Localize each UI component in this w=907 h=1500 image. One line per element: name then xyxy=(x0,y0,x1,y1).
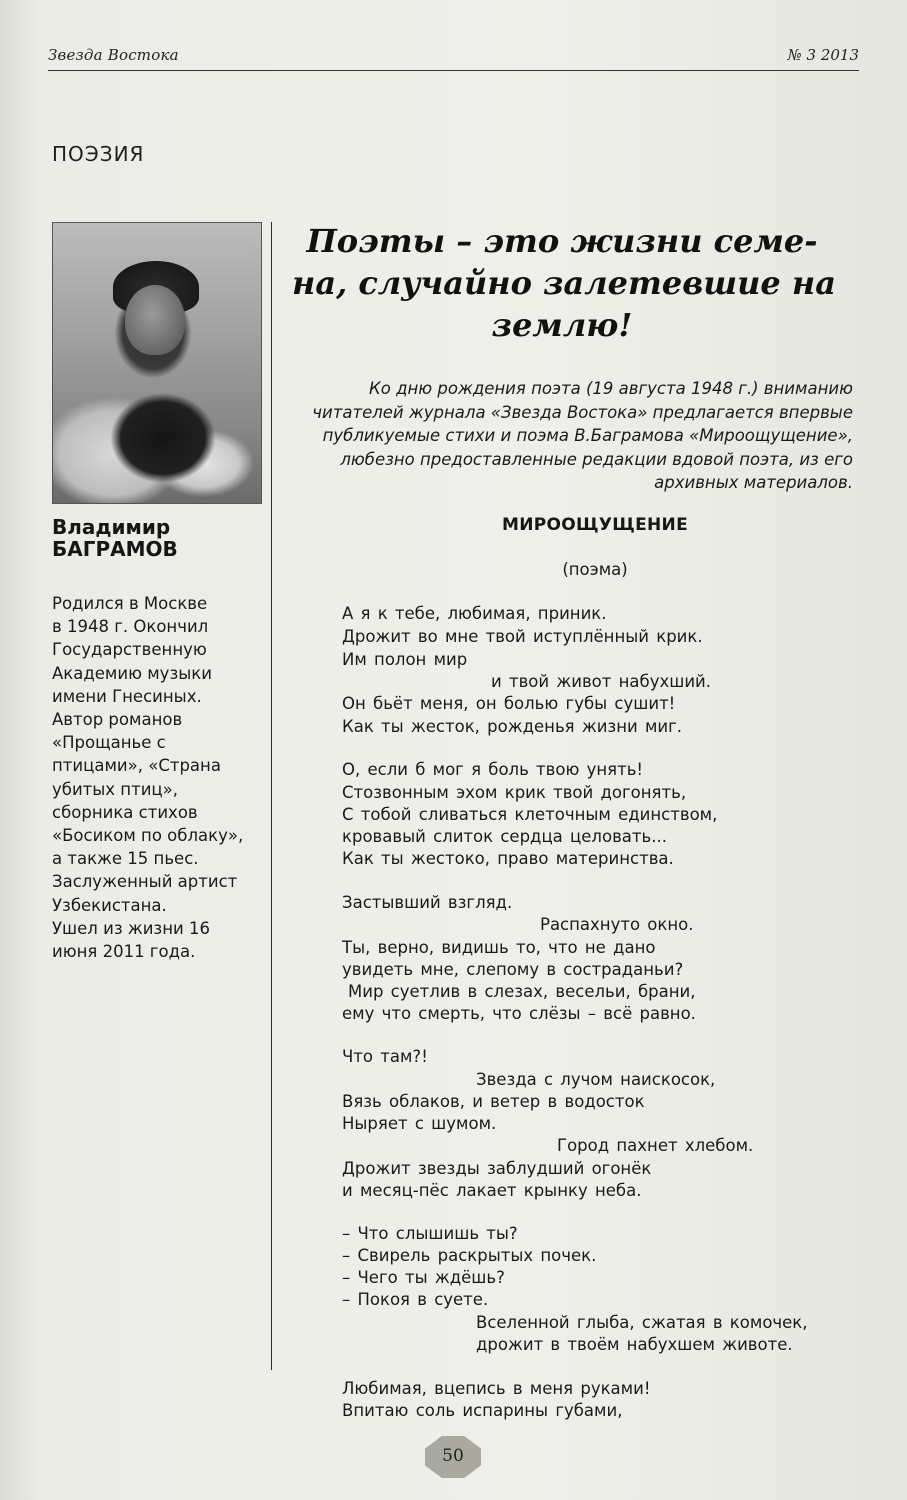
poem-line: Любимая, вцепись в меня руками! xyxy=(342,1379,651,1398)
bio-line: Академию музыки xyxy=(52,663,212,683)
bio-line: в 1948 г. Окончил xyxy=(52,617,209,637)
poem-line: кровавый слиток сердца целовать... xyxy=(342,827,667,846)
poem-line: – Чего ты ждёшь? xyxy=(342,1268,505,1287)
intro-line: архивных материалов. xyxy=(654,473,853,493)
bio-line: птицами», «Страна xyxy=(52,756,221,776)
bio-line: Узбекистана. xyxy=(52,895,167,915)
epigraph-line: Поэты – это жизни семе- xyxy=(306,222,818,260)
page-number: 50 xyxy=(442,1446,464,1466)
poem-line: Им полон мир xyxy=(342,650,468,669)
poem-line: Дрожит во мне твой иступлённый крик. xyxy=(342,627,703,646)
author-portrait-photo xyxy=(52,222,262,504)
poem-line: увидеть мне, слепому в состраданьи? xyxy=(342,960,684,979)
intro-line: публикуемые стихи и поэма В.Баграмова «Мироощущение», xyxy=(322,426,853,446)
poem-line: Застывший взгляд. xyxy=(342,893,513,912)
poem-line: Вязь облаков, и ветер в водосток xyxy=(342,1092,645,1111)
journal-title: Звезда Востока xyxy=(48,46,179,64)
poem-line: Впитаю соль испарины губами, xyxy=(342,1401,623,1420)
author-bio xyxy=(52,592,277,963)
author-first-name: Владимир xyxy=(52,515,171,539)
bio-line: Заслуженный артист xyxy=(52,872,238,892)
poem-line: Ныряет с шумом. xyxy=(342,1114,497,1133)
bio-line: «Босиком по облаку», xyxy=(52,826,244,846)
poem-title: МИРООЩУЩЕНИЕ xyxy=(502,515,688,535)
page-number-badge xyxy=(425,1436,481,1478)
poem-line: и месяц-пёс лакает крынку неба. xyxy=(342,1181,642,1200)
intro-line: Ко дню рождения поэта (19 августа 1948 г.) вниманию xyxy=(369,379,853,398)
bio-line: Государственную xyxy=(52,640,207,660)
bio-line: имени Гнесиных. xyxy=(52,686,202,706)
poem-line: дрожит в твоём набухшем животе. xyxy=(476,1335,793,1354)
poem-line: А я к тебе, любимая, приник. xyxy=(342,604,607,623)
poem-line: Как ты жесток, рожденья жизни миг. xyxy=(342,717,683,736)
poem-line: Что там?! xyxy=(342,1047,428,1066)
bio-line: Родился в Москве xyxy=(52,594,208,613)
poem-line: Как ты жестоко, право материнства. xyxy=(342,849,674,868)
bio-line: Автор романов xyxy=(52,710,183,730)
bio-line: Ушел из жизни 16 xyxy=(52,918,210,938)
poem-line: Город пахнет хлебом. xyxy=(557,1136,754,1155)
poem-line: Дрожит звезды заблудший огонёк xyxy=(342,1159,652,1178)
epigraph xyxy=(292,220,836,346)
poem-line: Распахнуто окно. xyxy=(540,915,694,934)
poem-line: Стозвонным эхом крик твой догонять, xyxy=(342,783,687,802)
poem-line: и твой живот набухший. xyxy=(491,672,712,691)
poem-line: Ты, верно, видишь то, что не дано xyxy=(342,938,656,957)
bio-line: сборника стихов xyxy=(52,802,198,822)
epigraph-line: на, случайно залетевшие на xyxy=(292,264,836,302)
author-name xyxy=(52,516,178,560)
poem-line: О, если б мог я боль твою унять! xyxy=(342,760,644,779)
poem-line: Вселенной глыба, сжатая в комочек, xyxy=(476,1313,808,1332)
poem-subtitle: (поэма) xyxy=(562,560,628,579)
bio-line: «Прощанье с xyxy=(52,733,166,753)
poem-line: – Что слышишь ты? xyxy=(342,1224,518,1243)
section-label: ПОЭЗИЯ xyxy=(52,142,145,166)
poem-line: Звезда с лучом наискосок, xyxy=(476,1070,716,1089)
portrait-face xyxy=(125,285,185,355)
intro-line: любезно предоставленные редакции вдовой поэта, из его xyxy=(340,449,853,469)
poem-line: – Покоя в суете. xyxy=(342,1290,489,1309)
poem-line: ему что смерть, что слёзы – всё равно. xyxy=(342,1004,696,1023)
author-last-name: БАГРАМОВ xyxy=(52,537,178,561)
epigraph-line: землю! xyxy=(491,306,633,344)
running-header xyxy=(48,44,859,71)
issue-number: № 3 2013 xyxy=(787,46,859,64)
editorial-intro xyxy=(273,377,853,495)
poem-line: – Свирель раскрытых почек. xyxy=(342,1246,597,1265)
bio-line: а также 15 пьес. xyxy=(52,849,199,869)
poem-line: Мир суетлив в слезах, весельи, брани, xyxy=(348,982,696,1001)
bio-line: убитых птиц», xyxy=(52,779,179,799)
bio-line: июня 2011 года. xyxy=(52,942,196,962)
poem-line: Он бьёт меня, он болью губы сушит! xyxy=(342,694,676,713)
poem-line: С тобой сливаться клеточным единством, xyxy=(342,805,718,824)
intro-line: читателей журнала «Звезда Востока» предлагается впервые xyxy=(312,402,853,422)
